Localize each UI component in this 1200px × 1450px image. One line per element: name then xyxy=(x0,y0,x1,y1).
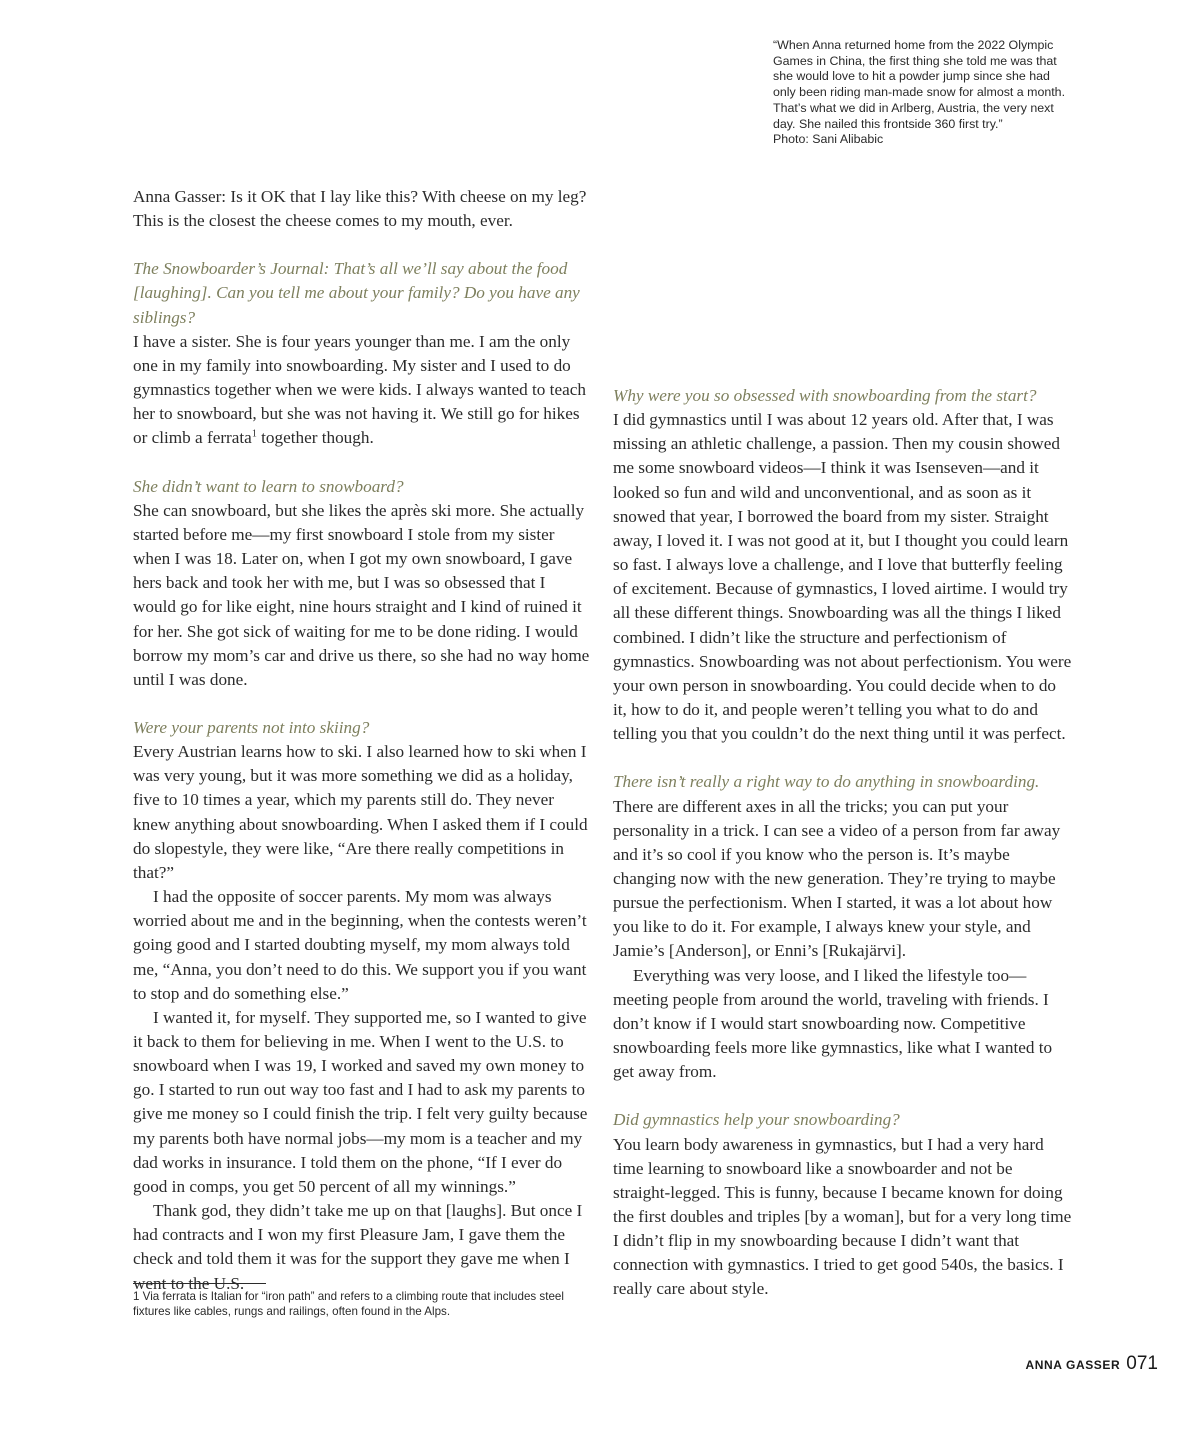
page-number: 071 xyxy=(1126,1353,1158,1374)
question-heading: She didn’t want to learn to snowboard? xyxy=(133,476,404,496)
caption-text: “When Anna returned home from the 2022 Olympic Games in China, the first thing she told me was that she would love to hit a powder jump since she had only been riding man-made snow for almost a month. That’s what we did in Arlberg, Austria, the very next day. She nailed this frontside 360 first try.” xyxy=(773,38,1066,131)
answer-paragraph: You learn body awareness in gymnastics, but I had a very hard time learning to snowboard like a snowboarder and not be straight-legged. This is funny, because I became known for doing the first doubles and triples [by a woman], but for a very long time I didn’t flip in my snowboarding because I didn’t want that connection with gymnastics. I tried to get good 540s, the basics. I really care about style. xyxy=(613,1134,1072,1299)
answer-text: I have a sister. She is four years younger than me. I am the only one in my family into snowboarding. My sister and I used to do gymnastics together when we were kids. I always wanted to teach her to snowboard, but she was not having it. We still go for hikes or climb a ferrata xyxy=(133,331,586,448)
answer-paragraph: I had the opposite of soccer parents. My mom was always worried about me and in the beginning, when the contests weren’t going good and I started doubting myself, my mom always told me, “Anna, you don’t need to do this. We support you if you want to stop and do something else.” xyxy=(133,887,587,1003)
answer-paragraph: There are different axes in all the tricks; you can put your personality in a trick. I can see a video of a person from far away and it’s so cool if you know who the person is. It’s maybe changing now with the new generation. They’re trying to maybe pursue the perfectionism. When I started, it was a lot about how you like to do it. For example, I always knew your style, and Jamie’s [Anderson], or Enni’s [Rukajärvi]. xyxy=(613,796,1061,961)
answer-paragraph: Thank god, they didn’t take me up on that [laughs]. But once I had contracts and I won my first Pleasure Jam, I gave them the check and told them it was for the support they gave me when I went to the U.S. xyxy=(133,1201,583,1293)
answer-paragraph: Every Austrian learns how to ski. I also learned how to ski when I was very young, but it was more something we did as a holiday, five to 10 times a year, which my parents still do. They never knew anything about snowboarding. When I asked them if I could do slopestyle, they were like, “Are there really competitions in that?” xyxy=(133,742,588,882)
answer-paragraph: She can snowboard, but she likes the après ski more. She actually started before me—my first snowboard I stole from my sister when I was 18. Later on, when I got my own snowboard, I gave hers back and took her with me, but I was so obsessed that I would go for like eight, nine hours straight and I kind of ruined it for her. She got sick of waiting for me to be done riding. I would borrow my mom’s car and drive us there, so she had no way home until I was done. xyxy=(133,500,590,689)
question-heading: Were your parents not into skiing? xyxy=(133,717,370,737)
footnote-divider xyxy=(133,1283,266,1284)
question-heading: There isn’t really a right way to do anything in snowboarding. xyxy=(613,772,1040,792)
footnote-marker: 1 xyxy=(251,428,257,440)
running-head: ANNA GASSER xyxy=(1025,1358,1121,1372)
left-column xyxy=(133,185,591,1296)
caption-credit: Photo: Sani Alibabic xyxy=(773,132,884,147)
answer-paragraph: I did gymnastics until I was about 12 years old. After that, I was missing an athletic challenge, a passion. Then my cousin showed me some snowboard videos—I think it was Isenseven—and it looked so fun and wild and unconventional, and as soon as it snowed that year, I borrowed the board from my sister. Straight away, I loved it. I was not good at it, but I thought you could learn so fast. I always love a challenge, and I love that butterfly feeling of excitement. Because of gymnastics, I loved airtime. I would try all these different things. Snowboarding was all the things I liked combined. I didn’t like the structure and perfectionism of gymnastics. Snowboarding was not about perfectionism. You were your own person in snowboarding. You could decide when to do it, how to do it, and people weren’t telling you what to do and telling you that you couldn’t do the next thing until it was perfect. xyxy=(613,410,1072,744)
answer-paragraph: Anna Gasser: Is it OK that I lay like this? With cheese on my leg? This is the closest the cheese comes to my mouth, ever. xyxy=(133,187,587,231)
page-folio xyxy=(1025,1353,1158,1375)
answer-text: together though. xyxy=(256,428,374,448)
question-heading: The Snowboarder’s Journal: That’s all we’ll say about the food [laughing]. Can you tell me about your family? Do you have any siblings? xyxy=(133,259,580,327)
answer-paragraph: Everything was very loose, and I liked the lifestyle too—meeting people from around the world, traveling with friends. I don’t know if I would start snowboarding now. Competitive snowboarding feels more like gymnastics, like what I wanted to get away from. xyxy=(613,965,1053,1082)
question-heading: Did gymnastics help your snowboarding? xyxy=(613,1110,900,1130)
photo-caption xyxy=(773,38,1073,148)
right-column xyxy=(613,384,1073,1302)
footnote: 1 Via ferrata is Italian for “iron path” and refers to a climbing route that includes steel fixtures like cables, rungs and railings, often found in the Alps. xyxy=(133,1290,564,1318)
question-heading: Why were you so obsessed with snowboarding from the start? xyxy=(613,386,1037,405)
answer-paragraph xyxy=(133,330,591,451)
answer-paragraph: I wanted it, for myself. They supported me, so I wanted to give it back to them for believing in me. When I went to the U.S. to snowboard when I was 19, I worked and saved my own money to go. I started to run out way too fast and I had to ask my parents to give me money so I could finish the trip. I felt very guilty because my parents both have normal jobs—my mom is a teacher and my dad works in insurance. I told them on the phone, “If I ever do good in comps, you get 50 percent of all my winnings.” xyxy=(133,1007,588,1196)
